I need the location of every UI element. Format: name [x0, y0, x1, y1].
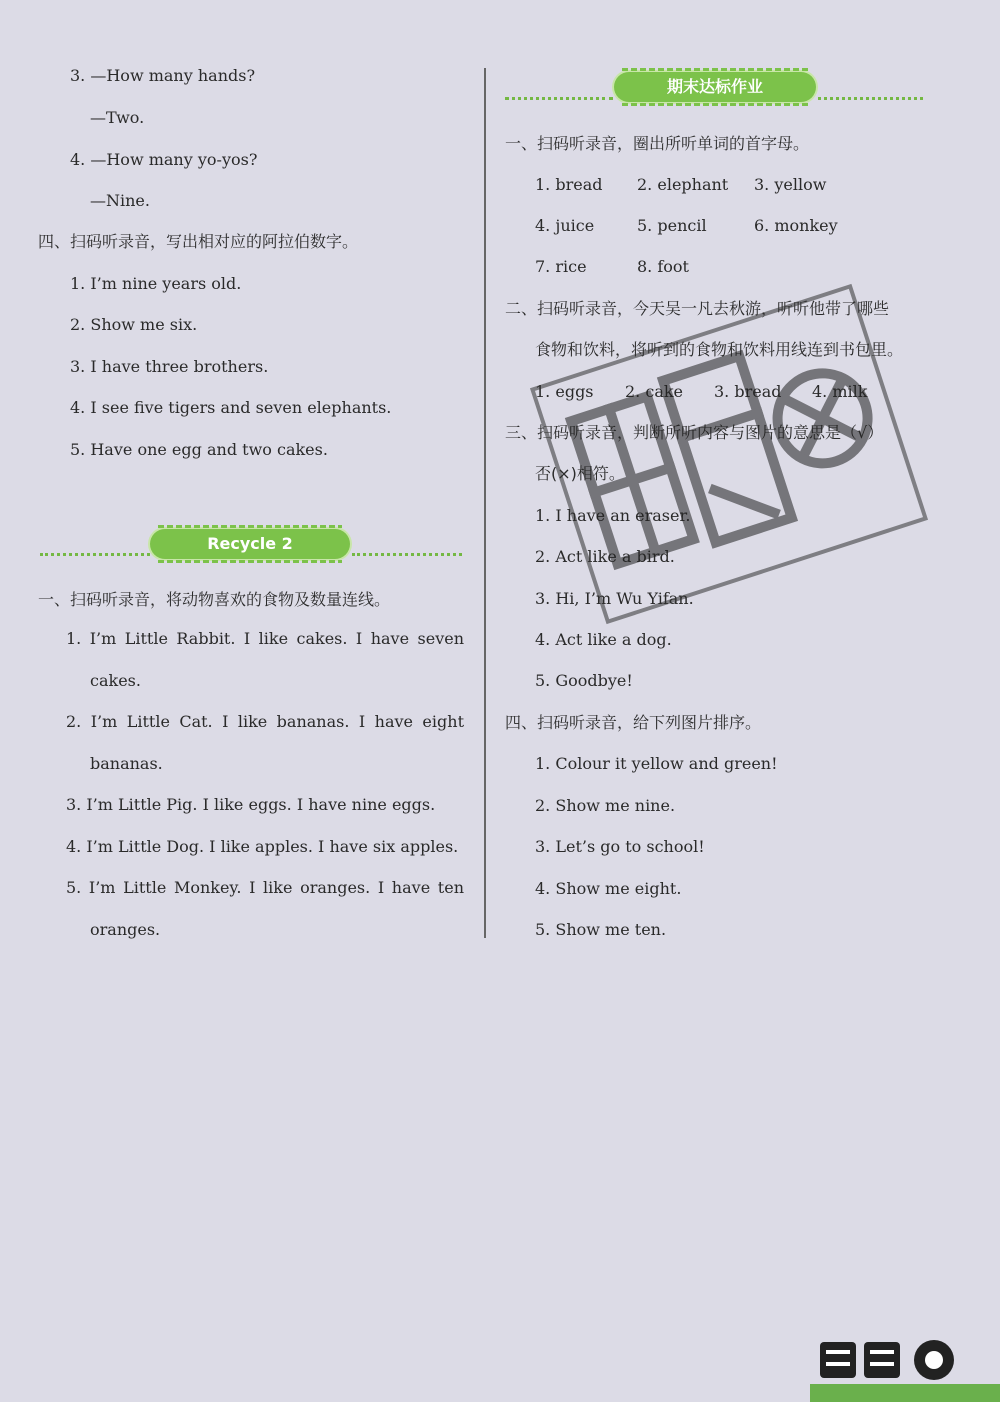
section-divider — [818, 97, 923, 100]
answer-line: oranges. — [90, 920, 161, 939]
answer-line: 2. Show me six. — [70, 315, 198, 334]
word-item: 4. milk — [812, 382, 868, 401]
answer-line: 5. I’m Little Monkey. I like oranges. I have ten — [66, 878, 464, 897]
word-item: 3. bread — [714, 382, 782, 401]
answer-line: 1. I’m Little Rabbit. I like cakes. I have seven — [66, 629, 464, 648]
word-item: 3. yellow — [754, 175, 827, 194]
answer-line: 3. Hi, I’m Wu Yifan. — [535, 589, 694, 608]
word-item: 2. elephant — [637, 175, 729, 194]
answer-line: 4. Show me eight. — [535, 879, 682, 898]
answer-line: 5. Show me ten. — [535, 920, 667, 939]
question-heading: 一、扫码听录音，将动物喜欢的食物及数量连线。 — [38, 590, 391, 609]
answer-line: 3. —How many hands? — [70, 66, 256, 85]
question-heading: 三、扫码听录音，判断所听内容与图片的意思是（√） — [505, 423, 884, 442]
answer-line: 2. Show me nine. — [535, 796, 676, 815]
answer-line: —Nine. — [90, 191, 150, 210]
answer-line: 4. —How many yo-yos? — [70, 150, 258, 169]
answer-line: 4. Act like a dog. — [535, 630, 672, 649]
word-item: 1. eggs — [535, 382, 594, 401]
word-item: 2. cake — [625, 382, 684, 401]
answer-line: 1. I have an eraser. — [535, 506, 691, 525]
answer-line: 3. I have three brothers. — [70, 357, 269, 376]
answer-line: 3. Let’s go to school! — [535, 837, 705, 856]
question-heading-cont: 食物和饮料，将听到的食物和饮料用线连到书包里。 — [535, 340, 904, 359]
section-title-recycle-2: Recycle 2 — [150, 529, 350, 559]
question-heading: 二、扫码听录音，今天吴一凡去秋游，听听他带了哪些 — [505, 299, 890, 318]
answer-line: 1. Colour it yellow and green! — [535, 754, 778, 773]
question-heading: 四、扫码听录音，写出相对应的阿拉伯数字。 — [38, 232, 359, 251]
answer-line: 4. I’m Little Dog. I like apples. I have six apples. — [66, 837, 459, 856]
answer-line: 5. Have one egg and two cakes. — [70, 440, 328, 459]
question-heading: 四、扫码听录音，给下列图片排序。 — [505, 713, 762, 732]
section-divider — [40, 553, 150, 556]
answer-line: 2. I’m Little Cat. I like bananas. I have eight — [66, 712, 464, 731]
column-divider — [484, 68, 486, 938]
answer-line: cakes. — [90, 671, 141, 690]
word-item: 5. pencil — [637, 216, 707, 235]
word-item: 4. juice — [535, 216, 595, 235]
word-item: 6. monkey — [754, 216, 838, 235]
word-item: 7. rice — [535, 257, 587, 276]
answer-line: 5. Goodbye! — [535, 671, 633, 690]
site-logo-watermark — [800, 1332, 1000, 1402]
question-heading: 一、扫码听录音，圈出所听单词的首字母。 — [505, 134, 810, 153]
answer-line: 4. I see five tigers and seven elephants. — [70, 398, 392, 417]
word-item: 1. bread — [535, 175, 603, 194]
answer-line: bananas. — [90, 754, 163, 773]
word-item: 8. foot — [637, 257, 689, 276]
section-divider — [352, 553, 462, 556]
section-divider — [505, 97, 613, 100]
answer-line: 1. I’m nine years old. — [70, 274, 242, 293]
answer-line: 3. I’m Little Pig. I like eggs. I have nine eggs. — [66, 795, 436, 814]
watermark-stamp — [530, 284, 928, 624]
question-heading-cont: 否(×)相符。 — [535, 464, 625, 483]
answer-line: —Two. — [90, 108, 145, 127]
section-title-final-homework: 期末达标作业 — [614, 72, 816, 102]
watermark-stamp-graphic — [535, 289, 923, 619]
answer-line: 2. Act like a bird. — [535, 547, 675, 566]
